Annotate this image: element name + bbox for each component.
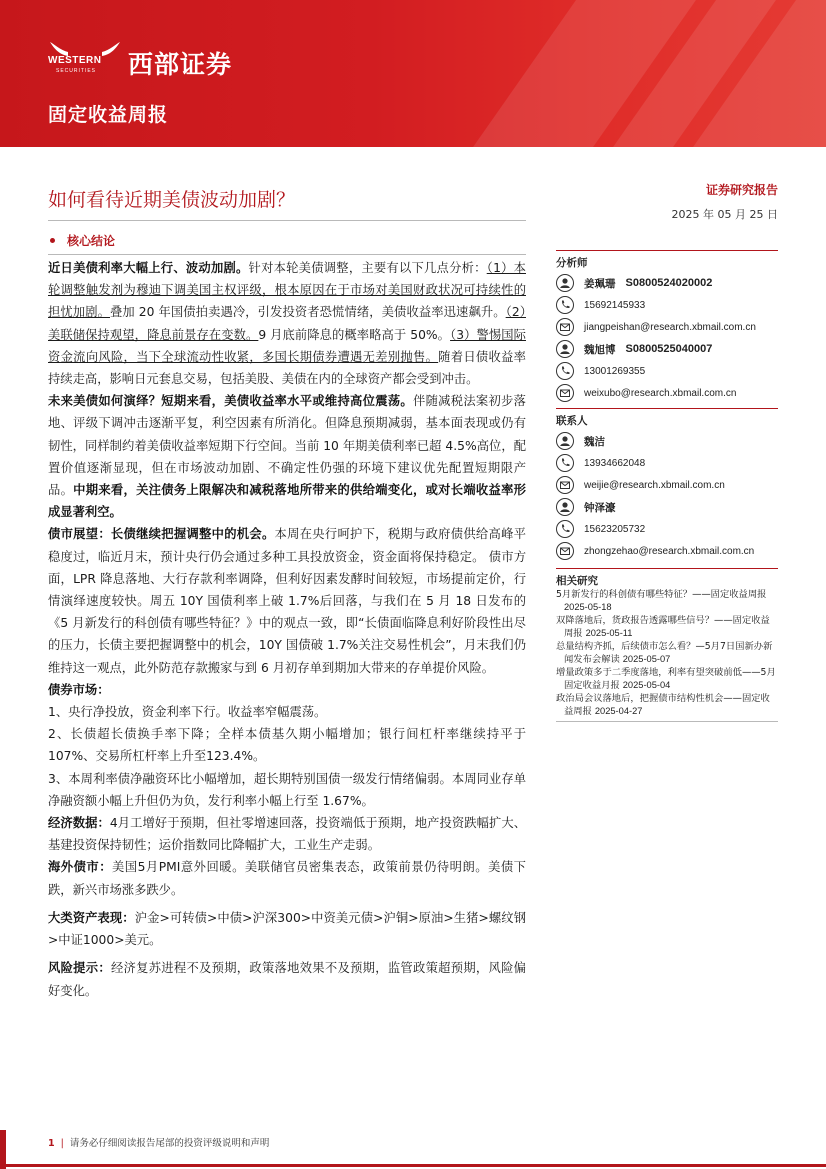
email-icon <box>556 476 574 494</box>
related-list <box>556 588 778 718</box>
paragraph <box>48 723 526 767</box>
analyst-phone: 13001269355 <box>584 365 646 377</box>
header-banner <box>0 0 826 147</box>
lead-text: 债券市场： <box>48 682 110 697</box>
paragraph <box>48 679 526 701</box>
body-text: 本周在央行呵护下，税期与政府债供给高峰平稳度过，临近月末，预计央行仍会通过多种工具投放资金，资金面将保持稳定。 债市方面，LPR 降息落地、大行存款利率调降，但利好因素发酵时间较短，市场提前定价，行情演绎速度较快。周五 10Y 国债利率上破 1.7%后回落，与我们在 5 月 18 日发布的《5 月新发行的科创债有哪些特征？》中的观点一致，即“长债面临降息利好阶段性出尽的压力，长债主要把握调整中的机会，10Y 国债破 1.7%关注交易性机会”，月末我们仍维持这一观点，此外防范存款搬家与到 6 月初存单到期加大带来的存单提价风险。 <box>48 527 526 675</box>
underlined-text: （1）本轮调整触发剂为穆迪下调美国主权评级，根本原因在于市场对美国财政状况可持续性的担忧加剧。 <box>48 261 526 320</box>
contact-email[interactable]: zhongzehao@research.xbmail.com.cn <box>584 545 755 557</box>
contact-phone-row <box>556 452 778 474</box>
logo-en-sub: SECURITIES <box>56 68 97 74</box>
analyst-name-row <box>556 338 778 360</box>
contact-email-row <box>556 474 778 496</box>
main-body <box>48 254 526 1002</box>
contact-heading: 联系人 <box>556 408 778 430</box>
divider <box>48 254 526 255</box>
paragraph <box>48 701 526 723</box>
analyst-cert: S0800524020002 <box>625 277 713 289</box>
related-title: 双降落地后，货政报告透露哪些信号？——固定收益周报 <box>556 615 770 639</box>
lead-text: 经济数据： <box>48 816 110 831</box>
body-text: 美国5月PMI意外回暖。美联储官员密集表态，政策前景仍待明朗。美债下跌，新兴市场涨多跌少。 <box>48 860 526 897</box>
email-icon <box>556 542 574 560</box>
person-icon <box>556 432 574 450</box>
contact-name-row <box>556 430 778 452</box>
paragraph <box>48 856 526 900</box>
body-text: 沪金>可转债>中债>沪深300>中资美元债>沪铜>原油>生猪>螺纹钢>中证1000>美元。 <box>48 910 526 948</box>
analyst-heading: 分析师 <box>556 250 778 272</box>
contact-email[interactable]: weijie@research.xbmail.com.cn <box>584 479 725 491</box>
body-text: 3、本周利率债净融资环比小幅增加，超长期特别国债一级发行情绪偏弱。本周同业存单净融资额小幅上升但仍为负，发行利率小幅上行至 1.67%。 <box>48 771 526 808</box>
analyst-name: 姜珮珊 <box>584 277 616 290</box>
phone-icon <box>556 362 574 380</box>
contact-name-row <box>556 496 778 518</box>
analyst-phone-row <box>556 294 778 316</box>
related-item[interactable] <box>556 666 778 692</box>
lead-text: 债市展望：长债继续把握调整中的机会。 <box>48 527 275 542</box>
footer <box>48 1135 269 1149</box>
doc-type: 证券研究报告 <box>705 183 778 197</box>
related-heading: 相关研究 <box>556 568 778 588</box>
related-title: 总量结构齐抓，后续债市怎么看？—5月7日国新办新闻发布会解读 <box>556 641 773 665</box>
footer-separator: | <box>60 1138 64 1149</box>
phone-icon <box>556 454 574 472</box>
page-number: 1 <box>48 1138 55 1149</box>
email-icon <box>556 318 574 336</box>
paragraph <box>48 812 526 856</box>
sidebar <box>556 250 778 722</box>
analyst-phone: 15692145933 <box>584 299 646 311</box>
report-date: 2025 年 05 月 25 日 <box>671 208 778 221</box>
bold-text: 中期来看，关注债务上限解决和减税落地所带来的供给端变化，或对长端收益率形成显著利空。 <box>48 483 526 520</box>
contact-name: 魏洁 <box>584 435 605 448</box>
body-text: 叠加 20 年国债拍卖遇冷，引发投资者恐慌情绪，美债收益率迅速飙升。 <box>110 305 506 320</box>
related-title: 增量政策多于二季度落地，利率有望突破前低——5月固定收益月报 <box>556 667 776 691</box>
analyst-cert: S0800525040007 <box>625 343 713 355</box>
paragraph <box>48 523 526 678</box>
paragraph <box>48 957 526 1001</box>
related-date: 2025-05-04 <box>622 680 671 690</box>
body-text: 随着日债收益率持续走高，影响日元套息交易，包括美股、美债在内的全球资产都会受到冲击。 <box>48 349 526 387</box>
paragraph <box>48 768 526 812</box>
contact-phone: 13934662048 <box>584 457 646 469</box>
email-icon <box>556 384 574 402</box>
lead-text: 近日美债利率大幅上行、波动加剧。 <box>48 261 249 275</box>
analyst-email-row <box>556 316 778 338</box>
person-icon <box>556 498 574 516</box>
underlined-text: （3）警惕国际资金流向风险，当下全球流动性收紧，多国长期债券遭遇无差别抛售。 <box>48 327 526 364</box>
related-date: 2025-05-07 <box>622 654 671 664</box>
related-title: 政治局会议落地后，把握债市结构性机会——固定收益周报 <box>556 693 770 717</box>
related-item[interactable] <box>556 692 778 718</box>
body-text: 经济复苏进程不及预期，政策落地效果不及预期，监管政策超预期，风险偏好变化。 <box>48 961 526 998</box>
analyst-phone-row <box>556 360 778 382</box>
phone-icon <box>556 296 574 314</box>
body-text: 针对本轮美债调整，主要有以下几点分析： <box>248 261 487 275</box>
divider <box>48 220 526 221</box>
person-icon <box>556 274 574 292</box>
body-text: 1、央行净投放，资金利率下行。收益率窄幅震荡。 <box>48 705 327 720</box>
related-title: 5月新发行的科创债有哪些特征？——固定收益周报 <box>556 589 767 600</box>
analyst-email-row <box>556 382 778 404</box>
phone-icon <box>556 520 574 538</box>
related-item[interactable] <box>556 614 778 640</box>
lead-text: 风险提示： <box>48 961 111 976</box>
bullet-icon <box>50 238 55 243</box>
related-item[interactable] <box>556 588 778 614</box>
logo-cn: 西部证券 <box>128 50 233 79</box>
analyst-name-row <box>556 272 778 294</box>
report-title: 如何看待近期美债波动加剧？ <box>48 189 296 211</box>
paragraph <box>48 907 526 951</box>
divider <box>556 721 778 722</box>
paragraph <box>48 390 526 523</box>
body-text: 伴随减税法案初步落地、评级下调冲击逐渐平复，利空因素有所消化。但降息预期减弱，基本面表现或仍有韧性，同样制约着美债收益率短期下行空间。当前 10 年期美债利率已超 4.5%高位，配置价值逐渐显现，但在市场波动加剧、不确定性仍强的环境下建议优先配置短期限产品。 <box>48 394 526 498</box>
section-heading <box>48 232 115 249</box>
related-date: 2025-05-11 <box>585 628 633 638</box>
paragraph <box>48 257 526 390</box>
section-heading-text: 核心结论 <box>67 234 116 248</box>
contact-email-row <box>556 540 778 562</box>
related-date: 2025-04-27 <box>594 706 643 716</box>
analyst-email[interactable]: jiangpeishan@research.xbmail.com.cn <box>584 321 756 333</box>
contact-phone: 15623205732 <box>584 523 646 535</box>
footer-rule <box>0 1164 826 1167</box>
report-type: 固定收益周报 <box>48 104 169 126</box>
body-text: 4月工增好于预期，但社零增速回落，投资端低于预期，地产投资跌幅扩大、基建投资保持韧性；运价指数同比降幅扩大，工业生产走弱。 <box>48 816 526 853</box>
lead-text: 大类资产表现： <box>48 910 135 925</box>
body-text: 2、长债超长债换手率下降；全样本债基久期小幅增加；银行间杠杆率继续持平于107%、交易所杠杆率上升至123.4%。 <box>48 727 526 764</box>
related-date: 2025-05-18 <box>564 602 612 612</box>
contact-phone-row <box>556 518 778 540</box>
lead-text: 未来美债如何演绎？短期来看，美债收益率水平或维持高位震荡。 <box>48 394 413 409</box>
underlined-text: （2）美联储保持观望，降息前景存在变数。 <box>48 305 526 342</box>
body-text: 9 月底前降息的概率略高于 50%。 <box>258 327 451 342</box>
person-icon <box>556 340 574 358</box>
lead-text: 海外债市： <box>48 860 112 875</box>
footer-disclaimer: 请务必仔细阅读报告尾部的投资评级说明和声明 <box>69 1138 270 1149</box>
related-item[interactable] <box>556 640 778 666</box>
logo-en: WESTERN <box>48 55 102 66</box>
analyst-name: 魏旭博 <box>584 343 616 356</box>
analyst-email[interactable]: weixubo@research.xbmail.com.cn <box>584 387 737 399</box>
contact-name: 钟泽濠 <box>584 501 616 514</box>
